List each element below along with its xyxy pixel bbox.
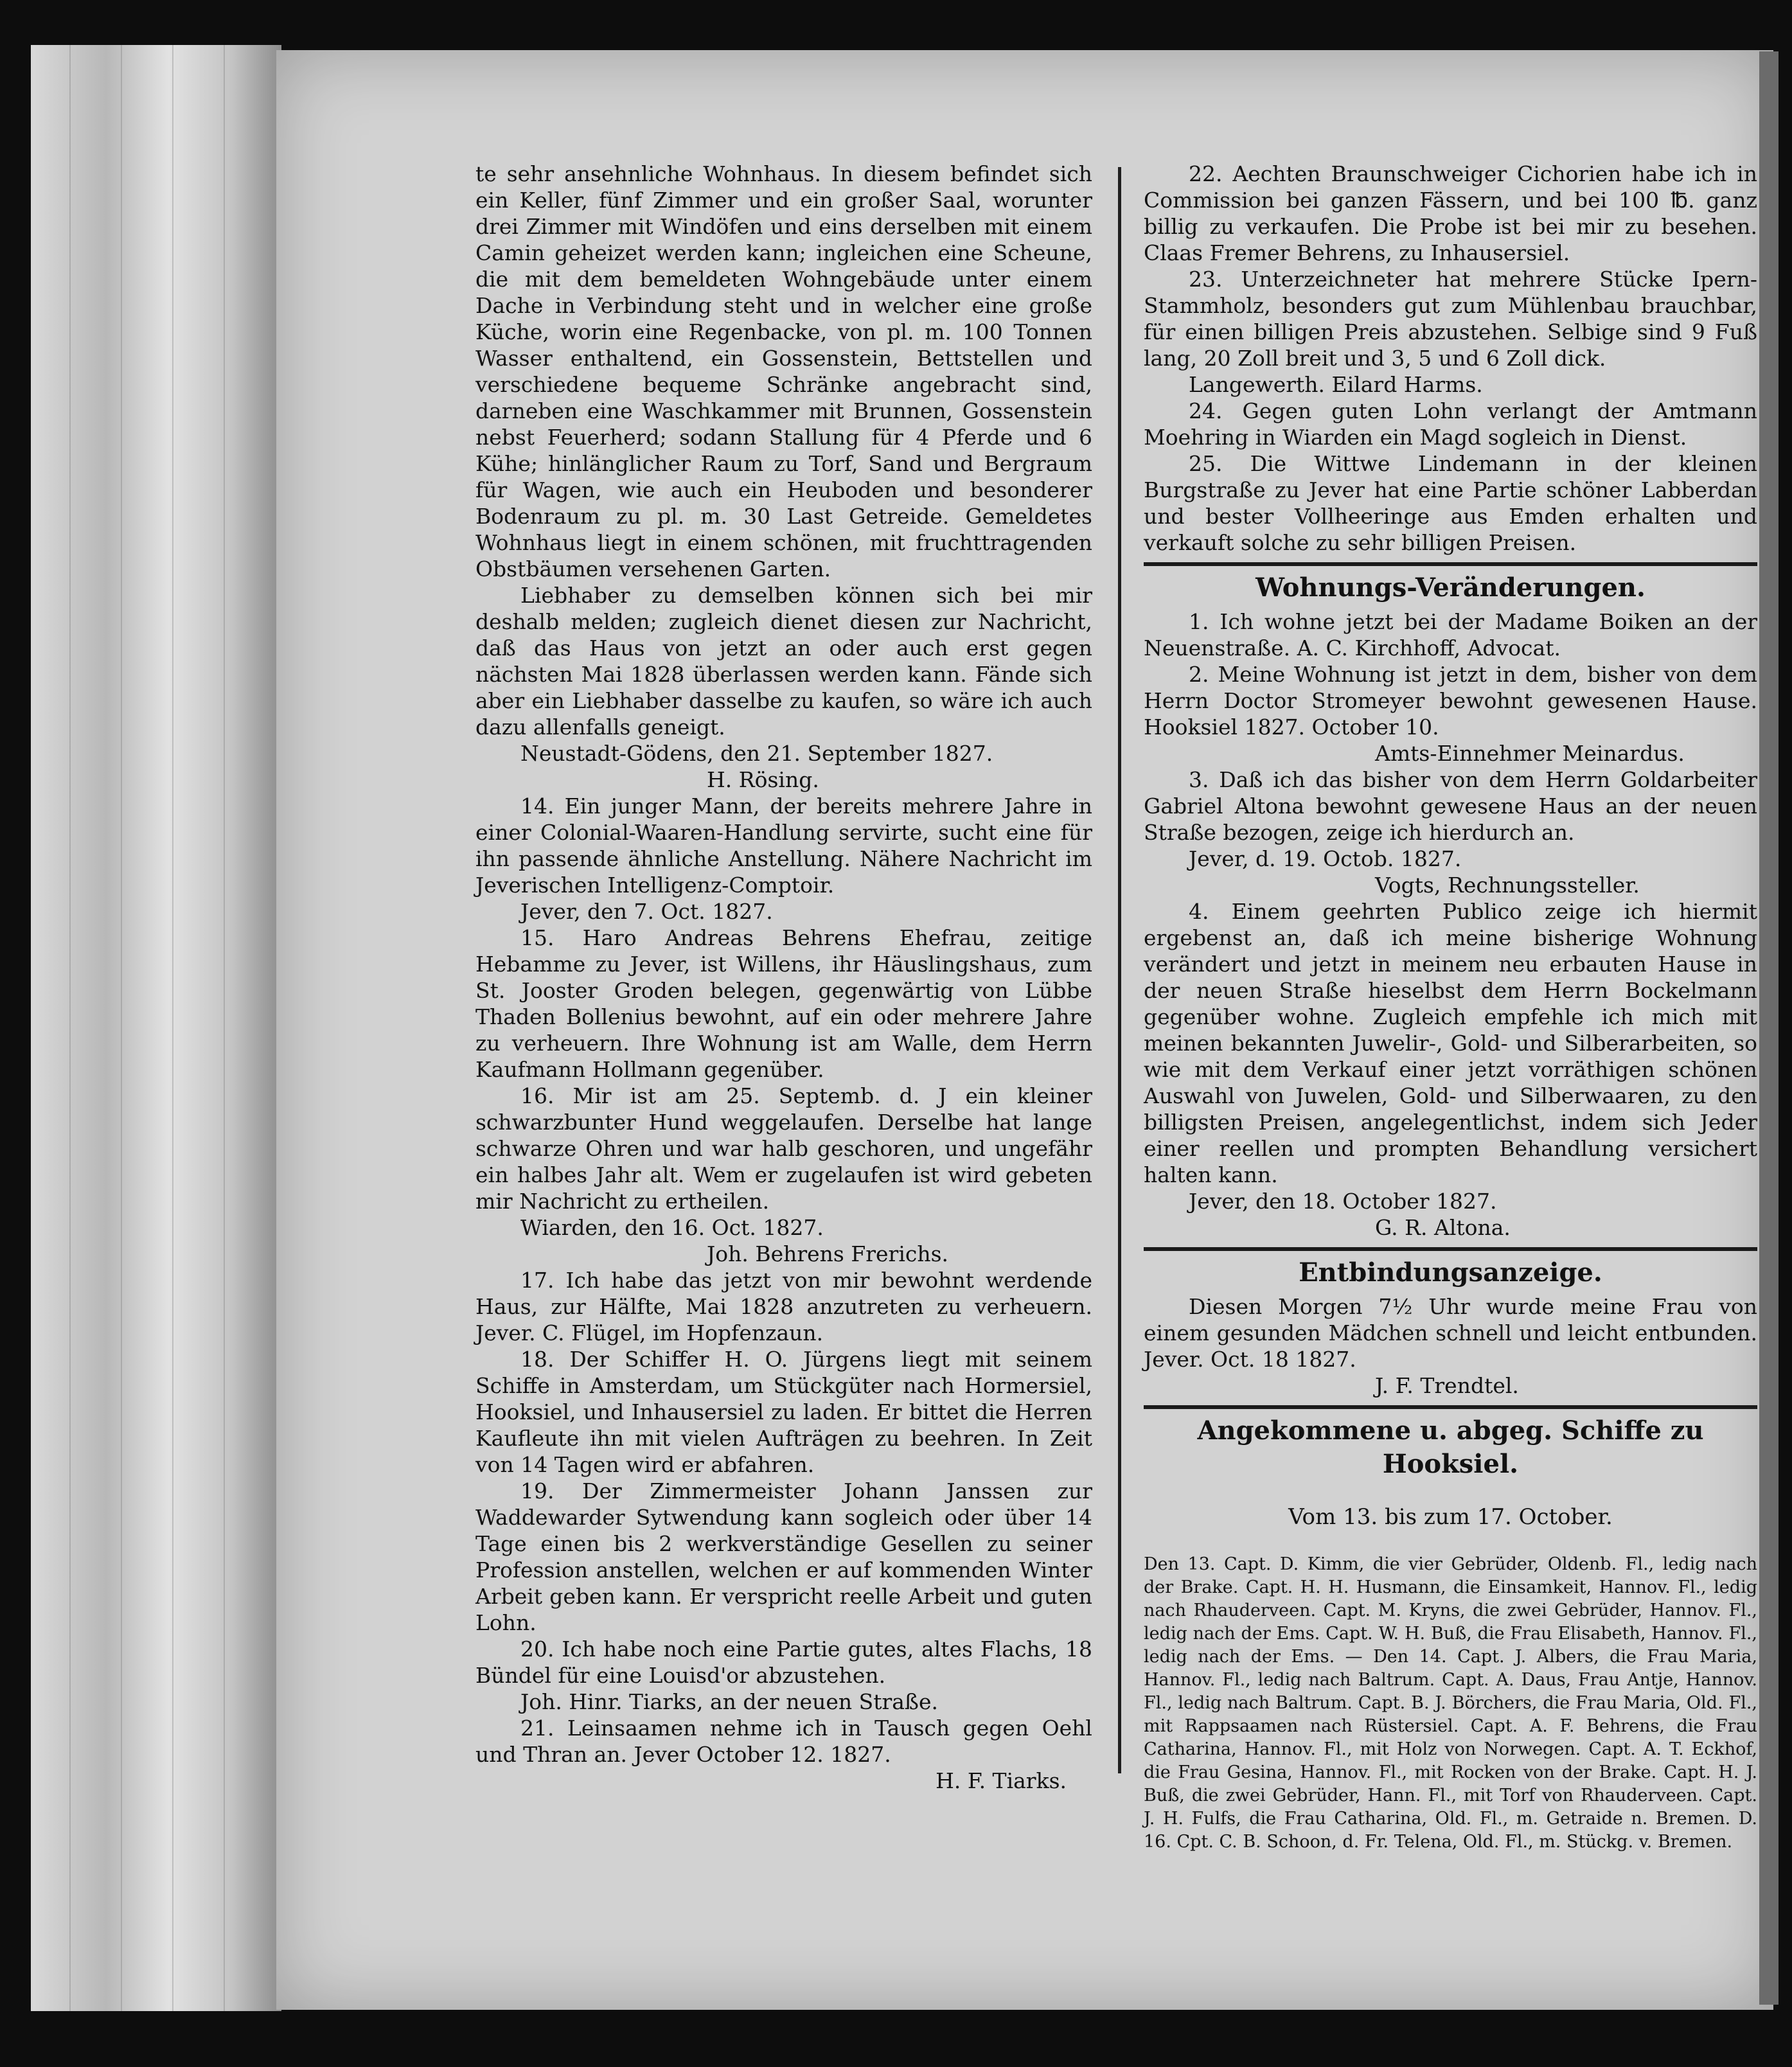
text-paragraph: 21. Leinsaamen nehme ich in Tausch gegen Oehl und Thran an. Jever October 12. 1827. (475, 1716, 1092, 1767)
section-heading: Entbindungsanzeige. (1299, 1257, 1602, 1288)
column-divider (1118, 167, 1121, 1773)
text-paragraph: 17. Ich habe das jetzt von mir bewohnt werdende Haus, zur Hälfte, Mai 1828 anzutreten zu verheuern. Jever. C. Flügel, im Hopfenzaun. (475, 1268, 1092, 1345)
text-paragraph: 15. Haro Andreas Behrens Ehefrau, zeitige Hebamme zu Jever, ist Willens, ihr Häuslingshaus, zum St. Jooster Groden belegen, gegenwärtig von Lübbe Thaden Bollenius bewohnt, auf ein oder mehrere Jahre zu verheuern. Ihre Wohnung ist am Walle, dem Herrn Kaufmann Hollmann gegenüber. (475, 925, 1092, 1082)
page-right-edge (1759, 51, 1779, 2005)
text-paragraph: G. R. Altona. (1375, 1215, 1511, 1240)
text-paragraph: 16. Mir ist am 25. Septemb. d. J ein kleiner schwarzbunter Hund weggelaufen. Derselbe hat lange schwarze Ohren und war halb geschoren, und ungefähr ein halbes Jahr alt. Wem er zugelaufen ist wird gebeten mir Nachricht zu ertheilen. (475, 1083, 1092, 1214)
section-heading: Angekommene u. abgeg. Schiffe zu Hooksiel. (1197, 1415, 1704, 1479)
text-paragraph: Wiarden, den 16. Oct. 1827. (520, 1215, 824, 1240)
text-paragraph: 2. Meine Wohnung ist jetzt in dem, bisher von dem Herrn Doctor Stromeyer bewohnt gewesenen Hause. Hooksiel 1827. October 10. (1144, 662, 1757, 740)
text-paragraph: Joh. Behrens Frerichs. (707, 1241, 949, 1266)
section-rule (1144, 1405, 1757, 1409)
text-paragraph: 23. Unterzeichneter hat mehrere Stücke Ipern-Stammholz, besonders gut zum Mühlenbau brauchbar, für einen billigen Preis abzustehen. Selbige sind 9 Fuß lang, 20 Zoll breit und 3, 5 und 6 Zoll dick. (1144, 267, 1757, 371)
right-column (1144, 161, 1757, 1854)
text-paragraph: 24. Gegen guten Lohn verlangt der Amtmann Moehring in Wiarden ein Magd sogleich in Dienst. (1144, 398, 1757, 450)
section-rule (1144, 562, 1757, 566)
text-paragraph: 20. Ich habe noch eine Partie gutes, altes Flachs, 18 Bündel für eine Louisd'or abzustehen. (475, 1637, 1092, 1688)
text-paragraph: te sehr ansehnliche Wohnhaus. In diesem befindet sich ein Keller, fünf Zimmer und ein großer Saal, worunter drei Zimmer mit Windöfen und eins derselben mit einem Camin geheizet werden kann; ingleichen eine Scheune, die mit dem bemeldeten Wohngebäude unter einem Dache in Verbindung steht und in welcher eine große Küche, worin eine Regenbacke, von pl. m. 100 Tonnen Wasser enthaltend, ein Gossenstein, Bettstellen und verschiedene bequeme Schränke angebracht sind, darneben eine Waschkammer mit Brunnen, Gossenstein nebst Feuerherd; sodann Stallung für 4 Pferde und 6 Kühe; hinlänglicher Raum zu Torf, Sand und Bergraum für Wagen, wie auch ein Heuboden und besonderer Bodenraum zu pl. m. 30 Last Getreide. Gemeldetes Wohnhaus liegt in einem schönen, mit fruchttragenden Obstbäumen versehenen Garten. (475, 161, 1092, 581)
text-paragraph: 14. Ein junger Mann, der bereits mehrere Jahre in einer Colonial-Waaren-Handlung servirte, sucht eine für ihn passende ähnliche Anstellung. Nähere Nachricht im Jeverischen Intelligenz-Comptoir. (475, 794, 1092, 898)
section-rule (1144, 1247, 1757, 1251)
text-paragraph: Joh. Hinr. Tiarks, an der neuen Straße. (520, 1689, 938, 1714)
text-paragraph: 3. Daß ich das bisher von dem Herrn Goldarbeiter Gabriel Altona bewohnt gewesene Haus an der neuen Straße bezogen, zeige ich hierdurch an. (1144, 767, 1757, 845)
left-column (475, 161, 1092, 1794)
text-paragraph: Vogts, Rechnungssteller. (1375, 873, 1640, 898)
page-stack-edge (31, 45, 281, 2011)
text-paragraph: Neustadt-Gödens, den 21. September 1827. (520, 741, 993, 766)
text-paragraph: Liebhaber zu demselben können sich bei mir deshalb melden; zugleich dienet diesen zur Nachricht, daß das Haus von jetzt an oder auch erst gegen nächsten Mai 1828 überlassen werden kann. Fände sich aber ein Liebhaber dasselbe zu kaufen, so wäre ich auch dazu allenfalls geneigt. (475, 583, 1092, 740)
text-paragraph: Jever, d. 19. Octob. 1827. (1189, 846, 1462, 871)
text-paragraph: Amts-Einnehmer Meinardus. (1375, 741, 1685, 766)
text-paragraph: Den 13. Capt. D. Kimm, die vier Gebrüder, Oldenb. Fl., ledig nach der Brake. Capt. H. H. Husmann, die Einsamkeit, Hannov. Fl., ledig nach Rhauderveen. Capt. M. Kryns, die zwei Gebrüder, Hannov. Fl., ledig nach der Ems. Capt. W. H. Buß, die Frau Elisabeth, Hannov. Fl., ledig nach der Ems. — Den 14. Capt. J. Albers, die Frau Maria, Hannov. Fl., ledig nach Baltrum. Capt. A. Daus, Frau Antje, Hannov. Fl., ledig nach Baltrum. Capt. B. J. Börchers, die Frau Maria, Old. Fl., mit Rappsaamen nach Rüstersiel. Capt. A. F. Behrens, die Frau Catharina, Hannov. Fl., mit Holz von Norwegen. Capt. A. T. Eckhof, die Frau Gesina, Hannov. Fl., mit Rocken von der Brake. Capt. H. J. Buß, die zwei Gebrüder, Hann. Fl., mit Torf von Rhauderveen. Capt. J. H. Fulfs, die Frau Catharina, Old. Fl., m. Getraide n. Bremen. D. 16. Cpt. C. B. Schoon, d. Fr. Telena, Old. Fl., m. Stückg. v. Bremen. (1144, 1554, 1757, 1852)
text-paragraph: Vom 13. bis zum 17. October. (1288, 1504, 1613, 1530)
text-paragraph: 18. Der Schiffer H. O. Jürgens liegt mit seinem Schiffe in Amsterdam, um Stückgüter nach Hormersiel, Hooksiel, und Inhausersiel zu laden. Er bittet die Herren Kaufleute ihn mit vielen Aufträgen zu beehren. In Zeit von 14 Tagen wird er abfahren. (475, 1347, 1092, 1477)
text-paragraph: 19. Der Zimmermeister Johann Janssen zur Waddewarder Sytwendung kann sogleich oder über 14 Tage einen bis 2 werkverständige Gesellen zu seiner Profession anstellen, welchen er auf kommenden Winter Arbeit geben kann. Er verspricht reelle Arbeit und guten Lohn. (475, 1478, 1092, 1635)
text-paragraph: Langewerth. Eilard Harms. (1189, 372, 1483, 397)
text-paragraph: H. Rösing. (707, 767, 819, 792)
text-paragraph: 25. Die Wittwe Lindemann in der kleinen Burgstraße zu Jever hat eine Partie schöner Labberdan und bester Vollheeringe aus Emden erhalten und verkauft solche zu sehr billigen Preisen. (1144, 451, 1757, 555)
text-paragraph: 1. Ich wohne jetzt bei der Madame Boiken an der Neuenstraße. A. C. Kirchhoff, Advocat. (1144, 609, 1757, 661)
text-paragraph: H. F. Tiarks. (936, 1768, 1067, 1793)
text-paragraph: 4. Einem geehrten Publico zeige ich hiermit ergebenst an, daß ich meine bisherige Wohnung verändert und jetzt in meinem neu erbauten Hause in der neuen Straße hieselbst dem Herrn Bockelmann gegenüber wohne. Zugleich empfehle ich mich mit meinen bekannten Juwelir-, Gold- und Silberarbeiten, so wie mit dem Verkauf einer jetzt vorräthigen schönen Auswahl von Juwelen, Gold- und Silberwaaren, zu den billigsten Preisen, angelegentlichst, indem sich Jeder einer reellen und prompten Behandlung versichert halten kann. (1144, 899, 1757, 1187)
text-paragraph: Jever, den 7. Oct. 1827. (520, 899, 773, 924)
section-heading: Wohnungs-Veränderungen. (1255, 572, 1646, 603)
text-paragraph: J. F. Trendtel. (1375, 1373, 1519, 1398)
text-paragraph: Jever, den 18. October 1827. (1189, 1189, 1497, 1214)
text-paragraph: 22. Aechten Braunschweiger Cichorien habe ich in Commission bei ganzen Fässern, und bei 100 ℔. ganz billig zu verkaufen. Die Probe ist bei mir zu besehen. Claas Fremer Behrens, zu Inhausersiel. (1144, 161, 1757, 265)
text-paragraph: Diesen Morgen 7½ Uhr wurde meine Frau von einem gesunden Mädchen schnell und leicht entbunden. Jever. Oct. 18 1827. (1144, 1294, 1757, 1372)
